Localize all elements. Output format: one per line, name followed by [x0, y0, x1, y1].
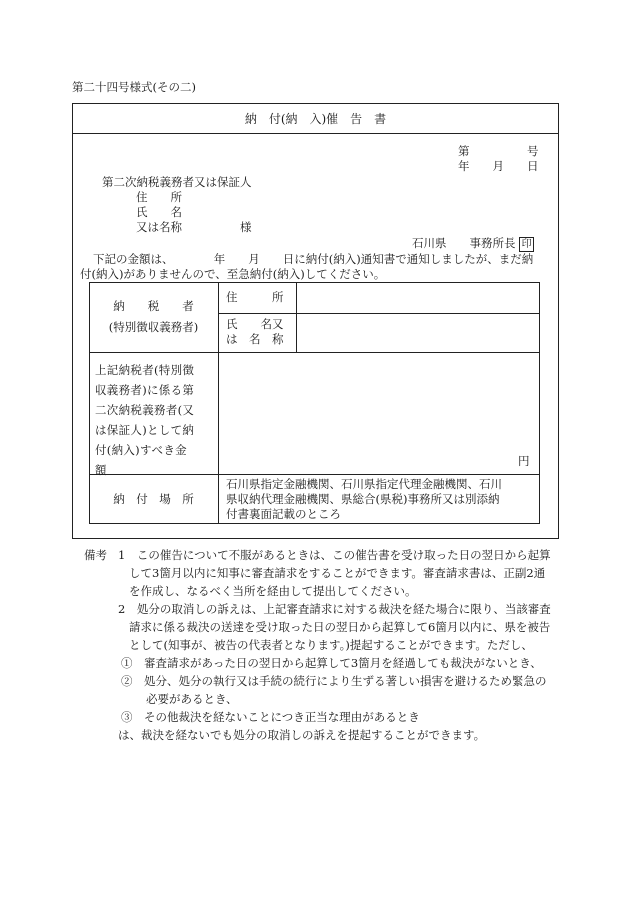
document-number: 第 号 — [458, 144, 539, 158]
payment-place-text — [226, 477, 538, 522]
document-title: 納 付(納 入)催 告 書 — [244, 112, 387, 126]
issuer — [412, 237, 534, 252]
addressee-honorific: 様 — [240, 220, 252, 234]
remark-line: は、裁決を経ないでも処分の取消しの訴えを提起することができます。 — [118, 728, 486, 742]
amount-label-line: 収義務者)に係る第 — [95, 383, 195, 397]
remark-line: 必要があるとき、 — [146, 692, 238, 706]
remark-line: 請求に係る裁決の送達を受け取った日の翌日から起算して6箇月以内に、県を被告 — [129, 620, 551, 634]
frame-bottom — [72, 538, 559, 539]
remark-line: として(知事が、被告の代表者となります。)提起することができます。ただし、 — [129, 638, 533, 652]
title-divider — [72, 133, 559, 134]
remark-line: を作成し、なるべく当所を経由して提出してください。 — [129, 584, 417, 598]
table-mid — [218, 282, 219, 524]
amount-label-line: 二次納税義務者(又 — [95, 403, 195, 417]
seal-mark: 印 — [519, 237, 534, 252]
table-top — [89, 282, 540, 283]
frame-left — [72, 103, 73, 539]
frame-right — [558, 103, 559, 539]
remark-line: 2 処分の取消しの訴えは、上記審査請求に対する裁決を経た場合に限り、当該審査 — [118, 602, 551, 616]
remark-line: ③ その他裁決を経ないことにつき正当な理由があるとき — [121, 710, 420, 724]
document-date: 年 月 日 — [458, 159, 539, 173]
amount-label-line: 上記納税者(特別徴 — [95, 363, 195, 377]
payment-place-line: 県収納代理金融機関、県総合(県税)事務所又は別添納 — [226, 492, 500, 506]
table-bottom — [89, 523, 540, 524]
amount-label-line: 額 — [95, 463, 107, 477]
payment-place-line: 石川県指定金融機関、石川県指定代理金融機関、石川 — [226, 477, 502, 491]
taxpayer-sublabel: (特別徴収義務者) — [108, 320, 199, 334]
addressee-corp-label: 又は名称 — [136, 220, 182, 234]
frame-top — [72, 103, 559, 104]
body-line-1: 下記の金額は、 年 月 日に納付(納入)通知書で通知しましたが、まだ納 — [93, 252, 534, 266]
remark-line: ① 審査請求があった日の翌日から起算して3箇月を経過しても裁決がないとき、 — [121, 656, 542, 670]
amount-label — [95, 360, 217, 480]
form-number: 第二十四号様式(その二) — [72, 80, 196, 94]
amount-label-line: 付(納入)すべき金 — [95, 443, 187, 457]
taxpayer-label: 納 税 者 — [113, 299, 194, 313]
table-left — [89, 282, 90, 524]
addressee-address-label: 住 所 — [136, 190, 182, 204]
address-label: 住 所 — [226, 290, 284, 304]
payment-place-line: 付書裏面記載のところ — [226, 507, 341, 521]
name-label-line2: は 名 称 — [226, 332, 284, 346]
name-label-line1: 氏 名又 — [226, 317, 284, 331]
remarks-label: 備考 — [84, 548, 107, 562]
amount-label-line: は保証人)として納 — [95, 423, 195, 437]
remark-line: 1 この催告について不服があるときは、この催告書を受け取った日の翌日から起算 — [118, 548, 551, 562]
addressee-name-label: 氏 名 — [136, 205, 182, 219]
remark-line: ② 処分、処分の執行又は手続の続行により生ずる著しい損害を避けるため緊急の — [121, 674, 547, 688]
body-line-2: 付(納入)がありませんので、至急納付(納入)してください。 — [80, 267, 386, 281]
table-right — [539, 282, 540, 524]
payment-place-label: 納 付 場 所 — [113, 492, 194, 506]
table-taxpayer-bottom — [89, 352, 540, 353]
addressee-heading: 第二次納税義務者又は保証人 — [102, 175, 252, 189]
table-address-divider — [218, 313, 540, 314]
remark-line: して3箇月以内に知事に審査請求をすることができます。審査請求書は、正副2通 — [129, 566, 546, 580]
yen-unit: 円 — [518, 454, 530, 468]
issuer-text: 石川県 事務所長 — [412, 236, 516, 250]
table-label-divider — [296, 282, 297, 353]
